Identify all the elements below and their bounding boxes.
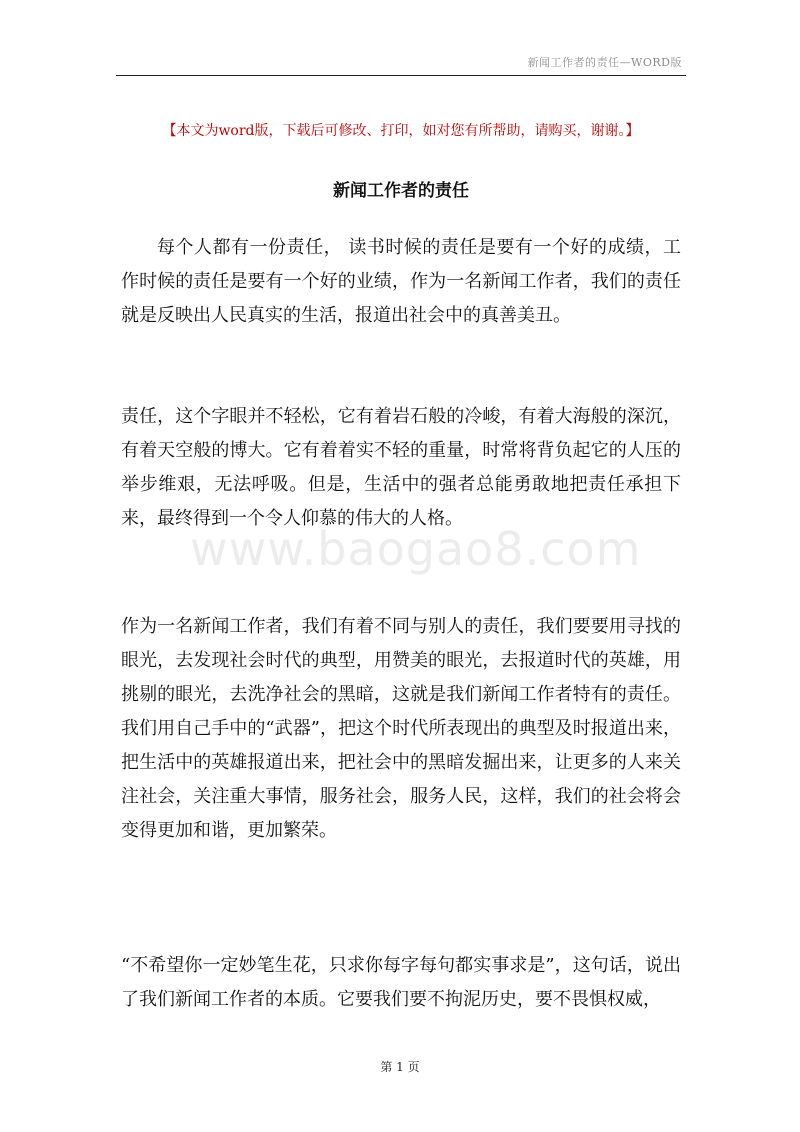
watermark: www.baogao8.com <box>190 522 642 576</box>
paragraph-1: 每个人都有一份责任， 读书时候的责任是要有一个好的成绩，工作时候的责任是要有一个好的业绩，作为一名新闻工作者，我们的责任就是反映出人民真实的生活，报道出社会中的真善美丑。 <box>121 237 681 326</box>
paragraph-2: 责任，这个字眼并不轻松，它有着岩石般的冷峻，有着大海般的深沉，有着天空般的博大。它有着着实不轻的重量，时常将背负起它的人压的举步维艰，无法呼吸。但是，生活中的强者总能勇敢地把责任承担下来，最终得到一个令人仰慕的伟大的人格。 <box>121 406 681 529</box>
paragraph-3: 作为一名新闻工作者，我们有着不同与别人的责任，我们要要用寻找的眼光，去发现社会时代的典型，用赞美的眼光，去报道时代的英雄，用挑剔的眼光，去洗净社会的黑暗，这就是我们新闻工作者特有的责任。我们用自己手中的“武器”，把这个时代所表现出的典型及时报道出来，把生活中的英雄报道出来，把社会中的黑暗发掘出来，让更多的人来关注社会，关注重大事情，服务社会，服务人民，这样，我们的社会将会变得更加和谐，更加繁荣。 <box>121 616 681 841</box>
running-header: 新闻工作者的责任—WORD版 <box>527 56 682 69</box>
document-title: 新闻工作者的责任 <box>333 181 469 201</box>
page-number: 第 1 页 <box>380 1060 420 1074</box>
paragraph-4: “不希望你一定妙笔生花，只求你每字每句都实事求是”，这句话，说出了我们新闻工作者的本质。它要我们要不拘泥历史，要不畏惧权威， <box>121 955 681 1010</box>
header-divider <box>116 75 686 76</box>
purchase-notice: 【本文为word版，下载后可修改、打印，如对您有所帮助，请购买，谢谢。】 <box>162 123 640 139</box>
